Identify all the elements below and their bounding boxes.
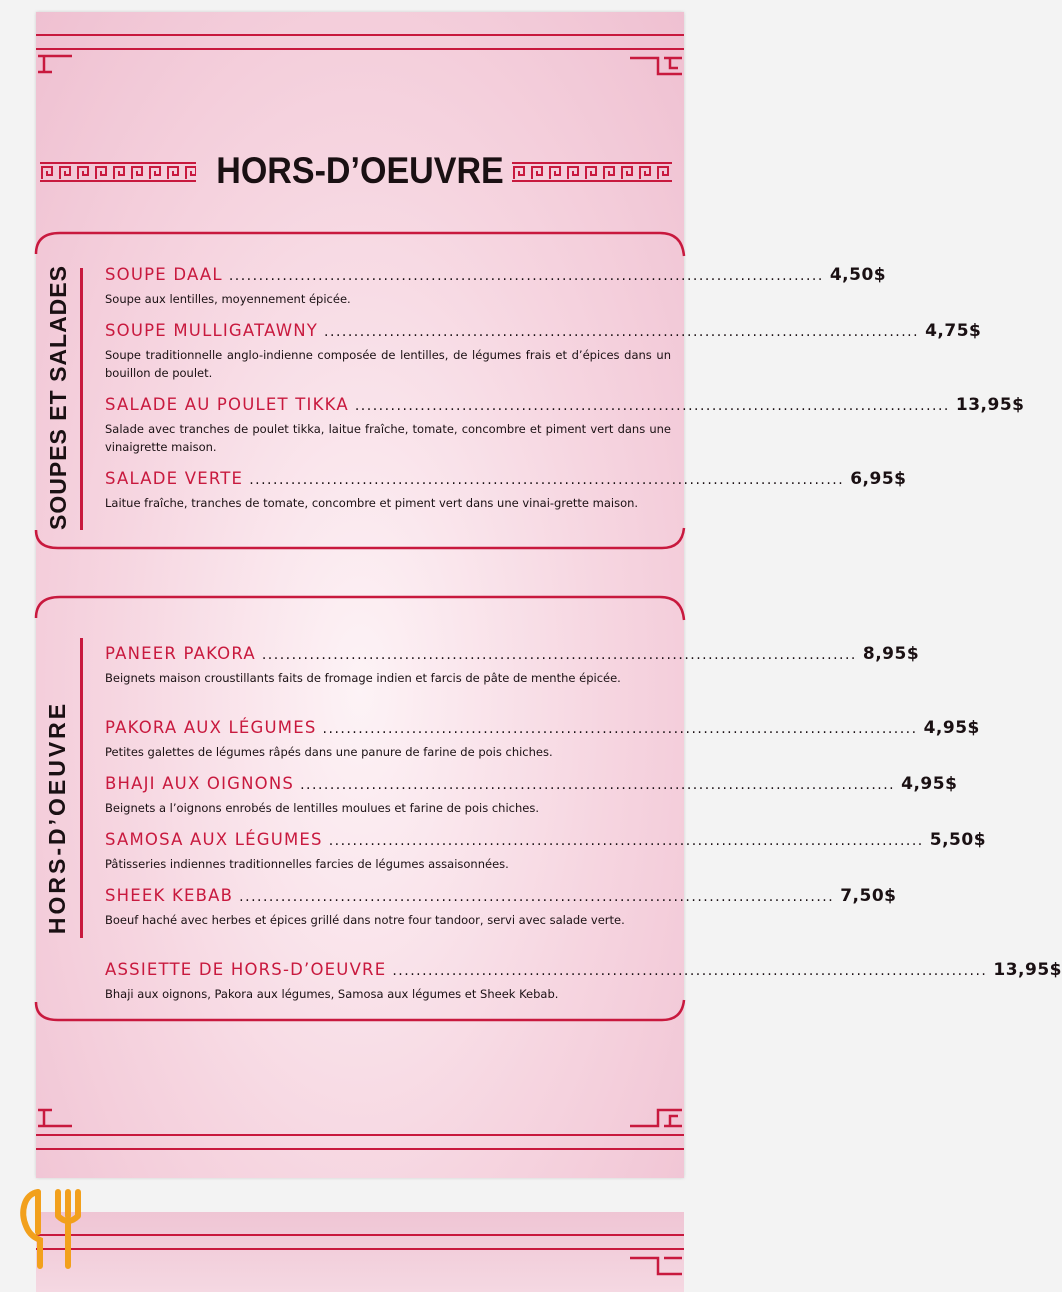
section-accent-bar — [80, 268, 83, 530]
leader-dots: .................................................................................................... — [324, 324, 920, 340]
leader-dots: .................................................................................................... — [322, 721, 918, 737]
item-price: 4,95$ — [923, 718, 980, 738]
menu-item — [105, 644, 920, 718]
item-name: PANEER PAKORA — [105, 644, 256, 663]
menu-item — [105, 830, 987, 886]
item-price: 7,50$ — [840, 886, 897, 906]
corner-ornament-icon — [628, 52, 684, 78]
item-description: Petites galettes de légumes râpés dans une panure de farine de pois chiches. — [105, 745, 553, 759]
menu-item — [105, 395, 1025, 469]
item-name: SHEEK KEBAB — [105, 886, 234, 905]
item-description: Laitue fraîche, tranches de tomate, concombre et piment vert dans une vinai-grette maison. — [105, 496, 639, 510]
title-row — [36, 146, 684, 200]
item-description: Soupe aux lentilles, moyennement épicée. — [105, 292, 351, 306]
item-price: 13,95$ — [993, 960, 1062, 980]
top-border-line-inner — [36, 1248, 684, 1250]
menu-item — [105, 774, 958, 830]
item-price: 6,95$ — [850, 469, 907, 489]
corner-ornament-icon — [628, 1104, 684, 1130]
item-price: 4,95$ — [901, 774, 958, 794]
bottom-border-line-inner — [36, 1134, 684, 1136]
menu-item — [105, 886, 897, 960]
item-name: ASSIETTE DE HORS-D’OEUVRE — [105, 960, 387, 979]
section-label-vertical: SOUPES ET SALADES — [44, 264, 71, 530]
section-items — [105, 644, 1062, 1010]
corner-ornament-icon — [628, 1252, 684, 1278]
item-price: 4,75$ — [925, 321, 982, 341]
leader-dots: .................................................................................................... — [300, 777, 896, 793]
item-description: Pâtisseries indiennes traditionnelles farcies de légumes assaisonnées. — [105, 857, 509, 871]
item-description: Salade avec tranches de poulet tikka, laitue fraîche, tomate, concombre et piment vert dans une vinaigrette maison. — [105, 422, 671, 454]
item-description: Boeuf haché avec herbes et épices grillé dans notre four tandoor, servi avec salade verte. — [105, 913, 625, 927]
menu-item — [105, 469, 907, 529]
section-accent-bar — [80, 638, 83, 938]
item-description: Soupe traditionnelle anglo-indienne composée de lentilles, de légumes frais et d’épices dans un bouillon de poulet. — [105, 348, 671, 380]
item-price: 4,50$ — [829, 265, 887, 285]
section-items — [105, 265, 1025, 529]
item-description: Beignets maison croustillants faits de fromage indien et farcis de pâte de menthe épicée. — [105, 671, 621, 685]
corner-ornament-icon — [36, 1106, 86, 1130]
leader-dots: .................................................................................................... — [354, 398, 950, 414]
item-name: SAMOSA AUX LÉGUMES — [105, 830, 323, 849]
menu-item — [105, 265, 887, 321]
section-soupes-salades — [36, 228, 1025, 562]
bottom-border-line — [36, 1148, 684, 1150]
leader-dots: .................................................................................................... — [392, 963, 988, 979]
item-description: Bhaji aux oignons, Pakora aux légumes, Samosa aux légumes et Sheek Kebab. — [105, 987, 559, 1001]
item-price: 8,95$ — [862, 644, 920, 664]
top-border-line — [36, 1234, 684, 1236]
item-price: 5,50$ — [929, 830, 987, 850]
top-border-line-inner — [36, 48, 684, 50]
greek-fret-right-icon — [512, 161, 672, 183]
item-description: Beignets a l’oignons enrobés de lentilles moulues et farine de pois chiches. — [105, 801, 539, 815]
item-name: BHAJI AUX OIGNONS — [105, 774, 295, 793]
item-name: PAKORA AUX LÉGUMES — [105, 718, 317, 737]
page-title: HORS-D’OEUVRE — [216, 150, 504, 191]
leader-dots: .................................................................................................... — [228, 268, 824, 284]
item-name: SALADE VERTE — [105, 469, 244, 488]
item-price: 13,95$ — [955, 395, 1025, 415]
item-name: SOUPE MULLIGATAWNY — [105, 321, 319, 340]
menu-item — [105, 960, 1062, 1010]
leader-dots: .................................................................................................... — [328, 833, 924, 849]
item-name: SALADE AU POULET TIKKA — [105, 395, 349, 414]
fork-and-spoon-icon[interactable] — [16, 1186, 88, 1270]
top-border-line — [36, 34, 684, 36]
menu-item — [105, 718, 980, 774]
leader-dots: .................................................................................................... — [261, 647, 857, 663]
next-menu-page — [36, 1212, 684, 1292]
leader-dots: .................................................................................................... — [239, 889, 835, 905]
menu-item — [105, 321, 982, 395]
corner-ornament-icon — [36, 52, 86, 76]
menu-page — [36, 12, 1062, 1178]
item-name: SOUPE DAAL — [105, 265, 223, 284]
section-label-vertical: HORS-D’OEUVRE — [44, 700, 71, 934]
section-hors-doeuvre — [36, 592, 1062, 1032]
leader-dots: .................................................................................................... — [249, 472, 845, 488]
